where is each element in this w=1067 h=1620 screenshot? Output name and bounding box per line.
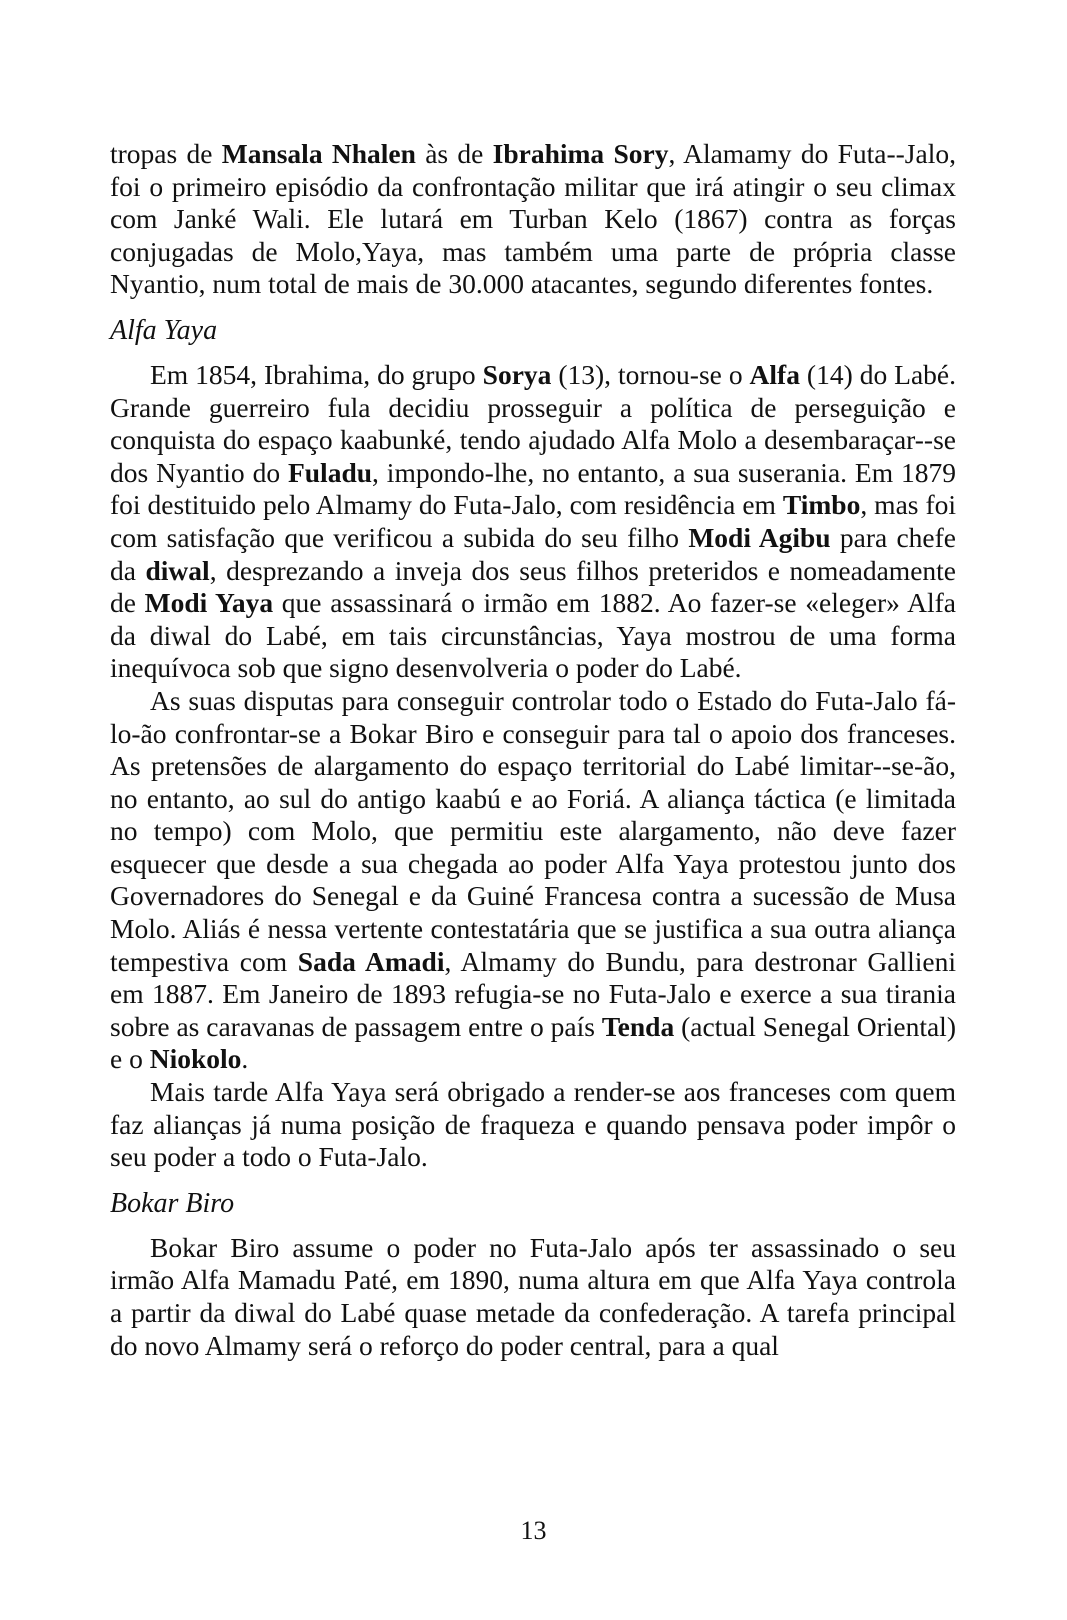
- text-run: , impondo-lhe, no entanto, a sua suserania. Em 1879 foi destituido pelo Almamy do Futa-Jalo, com residência em: [110, 456, 956, 521]
- bold-term-timbo: Timbo: [782, 489, 861, 521]
- text-run: , Almamy do Bundu, para destronar Gallieni em 1887. Em Janeiro de 1893 refugia-se no Futa-Jalo e exerce a sua tirania sobre as caravanas de passagem entre o país: [110, 945, 956, 1042]
- text-run: .: [241, 1043, 249, 1075]
- bold-term-niokolo: Niokolo: [149, 1043, 242, 1075]
- paragraph-4: Mais tarde Alfa Yaya será obrigado a render-se aos franceses com quem faz alianças já numa posição de fraqueza e quando pensava poder impôr o seu poder a todo o Futa-Jalo.: [110, 1076, 956, 1173]
- bold-name-ibrahima-sory: Ibrahima Sory: [492, 138, 669, 169]
- text-run: (14) do Labé. Grande guerreiro fula decidiu prosseguir a política de perseguição e conquista do espaço kaabunké, tendo ajudado Alfa Molo a desembaraçar--se dos Nyantio do: [110, 358, 956, 488]
- text-run: , Alamamy do Futa--Jalo, foi o primeiro episódio da confrontação militar que irá atingir o seu climax com Janké Wali. Ele lutará em Turban Kelo (1867) contra as forças conjugadas de Molo,Yaya, mas também uma parte de própria classe Nyantio, num total de mais de 30.000 atacantes, segundo diferentes fontes.: [110, 138, 956, 300]
- bold-term-tenda: Tenda: [601, 1010, 675, 1042]
- text-run: , mas foi com satisfação que verificou a subida do seu filho: [110, 489, 956, 553]
- bold-term-sorya: Sorya: [482, 358, 552, 390]
- text-run: às de: [415, 138, 493, 169]
- body-text: [110, 138, 956, 1362]
- paragraph-2: [110, 359, 956, 685]
- text-run: que assassinará o irmão em 1882. Ao fazer-se «eleger» Alfa da diwal do Labé, em tais circunstâncias, Yaya mostrou de uma forma inequívoca sob que signo desenvolveria o poder do Labé.: [110, 587, 956, 684]
- section-heading-bokar-biro: Bokar Biro: [110, 1187, 235, 1219]
- paragraph-5: Bokar Biro assume o poder no Futa-Jalo após ter assassinado o seu irmão Alfa Mamadu Paté, em 1890, numa altura em que Alfa Yaya controla a partir da diwal do Labé quase metade da confederação. A tarefa principal do novo Almamy será o reforço do poder central, para a qual: [110, 1231, 956, 1361]
- bold-term-fuladu: Fuladu: [287, 456, 373, 488]
- bold-name-sada-amadi: Sada Amadi: [297, 945, 445, 977]
- text-run: , desprezando a inveja dos seus filhos preteridos e nomeadamente de: [110, 554, 956, 619]
- text-run: (13), tornou-se o: [551, 358, 750, 390]
- page-number: 13: [520, 1516, 547, 1545]
- bold-name-modi-agibu: Modi Agibu: [688, 521, 831, 553]
- section-heading-alfa-yaya: Alfa Yaya: [110, 314, 218, 346]
- bold-name-mansala-nhalen: Mansala Nhalen: [221, 138, 416, 169]
- text-run: (actual Senegal Oriental) e o: [110, 1010, 956, 1075]
- paragraph-3: [110, 685, 956, 1076]
- text-run: para chefe da: [110, 521, 956, 586]
- bold-term-alfa: Alfa: [749, 358, 800, 390]
- text-run: Em 1854, Ibrahima, do grupo: [150, 358, 483, 390]
- paragraph-1: [110, 138, 956, 301]
- bold-term-diwal: diwal: [145, 554, 210, 586]
- bold-name-modi-yaya: Modi Yaya: [144, 587, 274, 619]
- text-run: As suas disputas para conseguir controlar todo o Estado do Futa-Jalo fá-lo-ão confrontar-se a Bokar Biro e conseguir para tal o apoio dos franceses. As pretensões de alargamento do espaço territorial do Labé limitar--se-ão, no entanto, ao sul do antigo kaabú e ao Foriá. A aliança táctica (e limitada no tempo) com Molo, que permitiu este alargamento, não deve fazer esquecer que desde a sua chegada ao poder Alfa Yaya protestou junto dos Governadores do Senegal e da Guiné Francesa contra a sucessão de Musa Molo. Aliás é nessa vertente contestatária que se justifica a sua outra aliança tempestiva com: [110, 684, 956, 977]
- text-run: tropas de: [110, 138, 222, 169]
